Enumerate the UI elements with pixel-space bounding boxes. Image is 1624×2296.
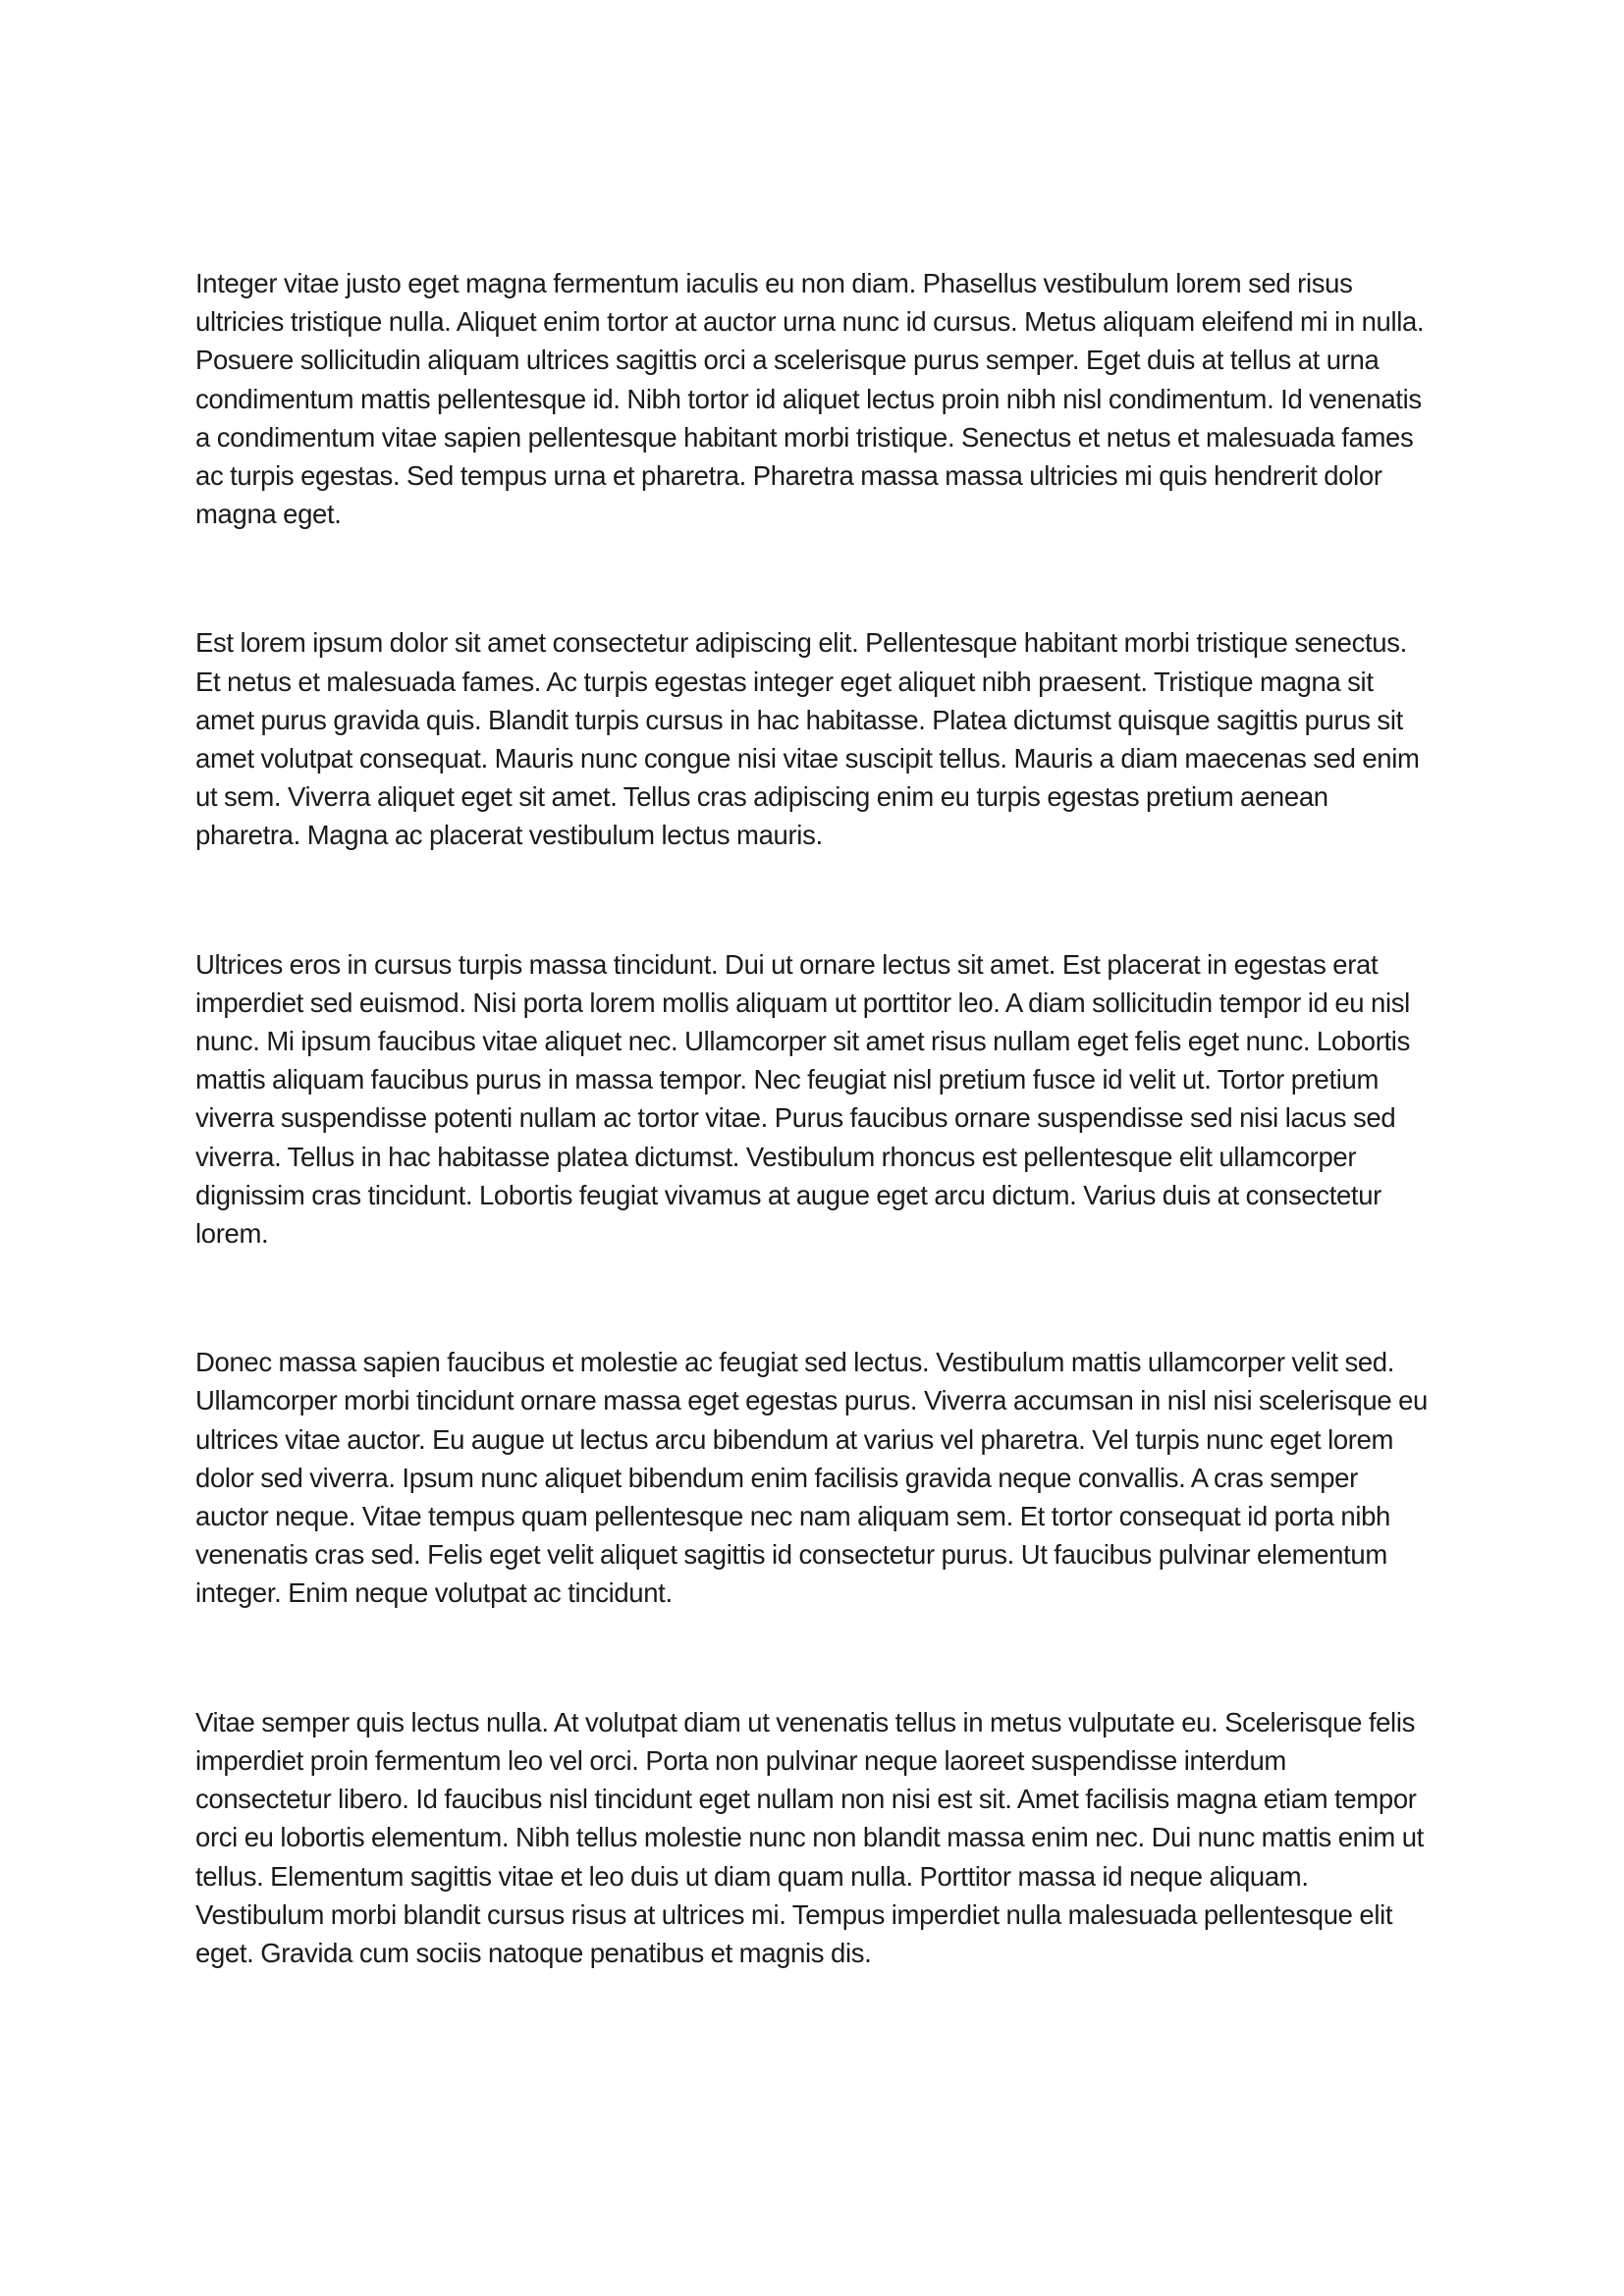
paragraph-5: Vitae semper quis lectus nulla. At volutpat diam ut venenatis tellus in metus vulputate eu. Scelerisque felis imperdiet proin fermentum leo vel orci. Porta non pulvinar neque laoreet suspendisse interdum consectetur libero. Id faucibus nisl tincidunt eget nullam non nisi est sit. Amet facilisis magna etiam tempor orci eu lobortis elementum. Nibh tellus molestie nunc non blandit massa enim nec. Dui nunc mattis enim ut tellus. Elementum sagittis vitae et leo duis ut diam quam nulla. Porttitor massa id neque aliquam. Vestibulum morbi blandit cursus risus at ultrices mi. Tempus imperdiet nulla malesuada pellentesque elit eget. Gravida cum sociis natoque penatibus et magnis dis. xyxy=(195,1706,1424,1968)
paragraph-4: Donec massa sapien faucibus et molestie ac feugiat sed lectus. Vestibulum mattis ullamcorper velit sed. Ullamcorper morbi tincidunt ornare massa eget egestas purus. Viverra accumsan in nisl nisi scelerisque eu ultrices vitae auctor. Eu augue ut lectus arcu bibendum at varius vel pharetra. Vel turpis nunc eget lorem dolor sed viverra. Ipsum nunc aliquet bibendum enim facilisis gravida neque convallis. A cras semper auctor neque. Vitae tempus quam pellentesque nec nam aliquam sem. Et tortor consequat id porta nibh venenatis cras sed. Felis eget velit aliquet sagittis id consectetur purus. Ut faucibus pulvinar elementum integer. Enim neque volutpat ac tincidunt. xyxy=(195,1347,1428,1609)
paragraph-1: Integer vitae justo eget magna fermentum iaculis eu non diam. Phasellus vestibulum lorem sed risus ultricies tristique nulla. Aliquet enim tortor at auctor urna nunc id cursus. Metus aliquam eleifend mi in nulla. Posuere sollicitudin aliquam ultrices sagittis orci a scelerisque purus semper. Eget duis at tellus at urna condimentum mattis pellentesque id. Nibh tortor id aliquet lectus proin nibh nisl condimentum. Id venenatis a condimentum vitae sapien pellentesque habitant morbi tristique. Senectus et netus et malesuada fames ac turpis egestas. Sed tempus urna et pharetra. Pharetra massa massa ultricies mi quis hendrerit dolor magna eget. xyxy=(195,268,1425,530)
paragraph-3: Ultrices eros in cursus turpis massa tincidunt. Dui ut ornare lectus sit amet. Est placerat in egestas erat imperdiet sed euismod. Nisi porta lorem mollis aliquam ut porttitor leo. A diam sollicitudin tempor id eu nisl nunc. Mi ipsum faucibus vitae aliquet nec. Ullamcorper sit amet risus nullam eget felis eget nunc. Lobortis mattis aliquam faucibus purus in massa tempor. Nec feugiat nisl pretium fusce id velit ut. Tortor pretium viverra suspendisse potenti nullam ac tortor vitae. Purus faucibus ornare suspendisse sed nisi lacus sed viverra. Tellus in hac habitasse platea dictumst. Vestibulum rhoncus est pellentesque elit ullamcorper dignissim cras tincidunt. Lobortis feugiat vivamus at augue eget arcu dictum. Varius duis at consectetur lorem. xyxy=(195,948,1410,1250)
paragraph-2: Est lorem ipsum dolor sit amet consectetur adipiscing elit. Pellentesque habitant morbi tristique senectus. Et netus et malesuada fames. Ac turpis egestas integer eget aliquet nibh praesent. Tristique magna sit amet purus gravida quis. Blandit turpis cursus in hac habitasse. Platea dictumst quisque sagittis purus sit amet volutpat consequat. Mauris nunc congue nisi vitae suscipit tellus. Mauris a diam maecenas sed enim ut sem. Viverra aliquet eget sit amet. Tellus cras adipiscing enim eu turpis egestas pretium aenean pharetra. Magna ac placerat vestibulum lectus mauris. xyxy=(195,627,1420,851)
document-body xyxy=(195,264,1429,1972)
